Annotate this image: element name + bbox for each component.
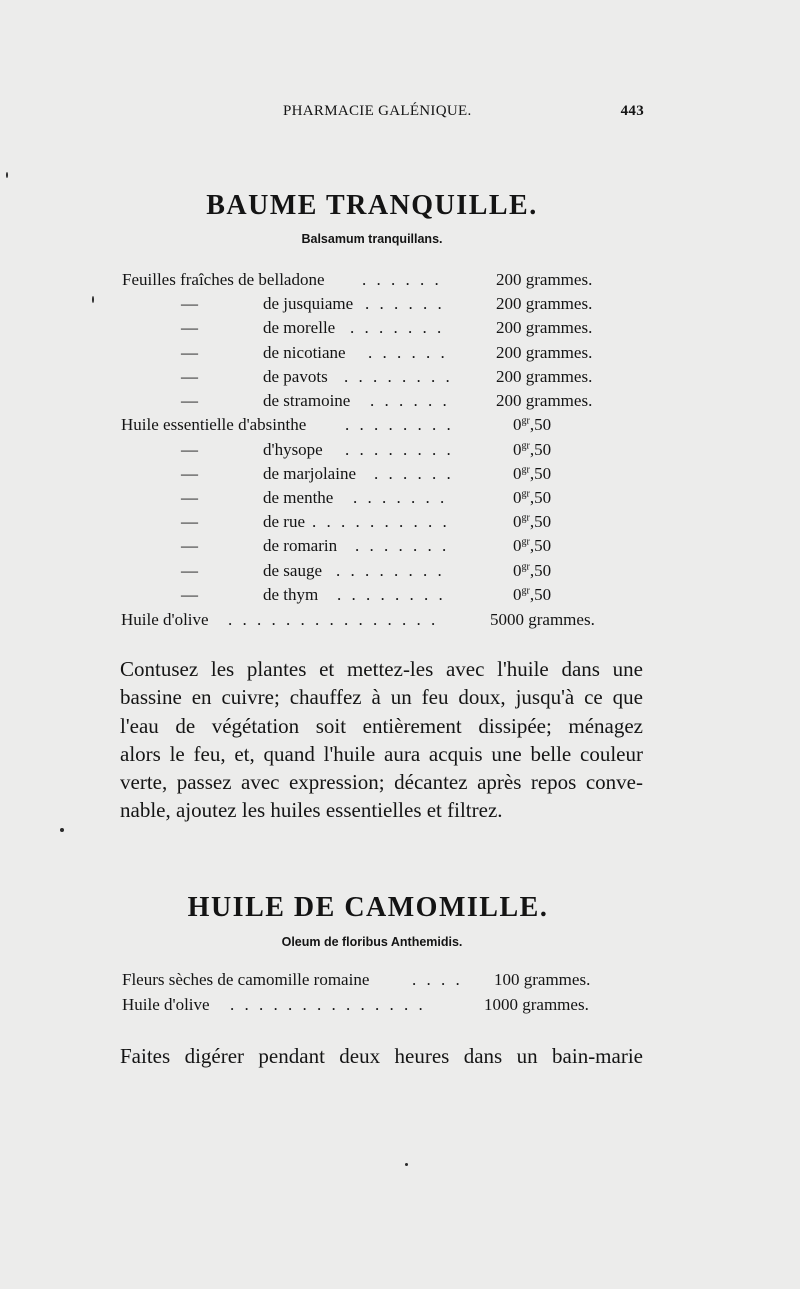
ditto-dash: — — [181, 391, 198, 410]
paragraph-line: alors le feu, et, quand l'huile aura acquis une belle couleur — [120, 741, 643, 766]
ditto-dash: — — [181, 488, 198, 507]
leader-dots: . . . . . . . . — [337, 585, 446, 604]
scan-speck — [92, 296, 94, 303]
leader-dots: . . . . . . — [370, 391, 450, 410]
leader-dots: . . . . . . — [374, 464, 454, 483]
ingredient-quantity: $0^{gr},50$ — [513, 585, 552, 604]
leader-dots: . . . . . . . . — [345, 440, 454, 459]
ingredient-label: de marjolaine — [263, 464, 356, 483]
leader-dots: . . . . . . . . . . . . . . . — [228, 610, 439, 629]
leader-dots: . . . . . . — [368, 343, 448, 362]
ingredient-label: Huile essentielle d'absinthe — [121, 415, 307, 434]
instructions-paragraph-camomille — [120, 1042, 643, 1070]
ditto-dash: — — [181, 561, 198, 580]
ingredient-label: de romarin — [263, 536, 338, 555]
ingredient-quantity: 200 grammes. — [496, 294, 593, 313]
leader-dots: . . . . — [412, 970, 463, 989]
leader-dots: . . . . . . . . — [336, 561, 445, 580]
scan-speck — [6, 172, 8, 178]
ditto-dash: — — [181, 343, 198, 362]
ditto-dash: — — [181, 464, 198, 483]
ingredient-label: Huile d'olive — [122, 995, 210, 1014]
ingredient-quantity: $0^{gr},50$ — [513, 561, 552, 580]
ingredient-quantity: 200 grammes. — [496, 367, 593, 386]
ingredient-label: de sauge — [263, 561, 323, 580]
ditto-dash: — — [181, 318, 198, 337]
paragraph-line: l'eau de végétation soit entièrement dissipée; ménagez — [120, 713, 643, 738]
ingredient-label: d'hysope — [263, 440, 323, 459]
ingredient-label: de rue — [263, 512, 306, 531]
ingredient-quantity: 200 grammes. — [496, 391, 593, 410]
leader-dots: . . . . . . — [362, 270, 442, 289]
section-title-camomille: HUILE DE CAMOMILLE. — [187, 892, 549, 923]
paragraph-line: Faites digérer pendant deux heures dans un bain-marie — [120, 1044, 643, 1068]
paragraph-line: nable, ajoutez les huiles essentielles et filtrez. — [120, 798, 503, 823]
paragraph-line: verte, passez avec expression; décantez après repos conve- — [120, 770, 643, 795]
ingredient-quantity: 5000 grammes. — [490, 610, 595, 629]
leader-dots: . . . . . . — [365, 294, 445, 313]
ingredient-label: de morelle — [263, 318, 336, 337]
ingredient-quantity: $0^{gr},50$ — [513, 512, 552, 531]
ingredient-label: de jusquiame — [263, 294, 354, 313]
running-header — [0, 103, 800, 127]
ingredient-label: Huile d'olive — [121, 610, 209, 629]
section-title-baume: BAUME TRANQUILLE. — [206, 190, 538, 221]
ditto-dash: — — [181, 294, 198, 313]
ingredient-quantity: $0^{gr},50$ — [513, 415, 552, 434]
running-title: PHARMACIE GALÉNIQUE. — [283, 103, 472, 119]
ingredient-quantity: 100 grammes. — [494, 970, 591, 989]
ditto-dash: — — [181, 440, 198, 459]
ingredient-quantity: $0^{gr},50$ — [513, 464, 552, 483]
leader-dots: . . . . . . . . . . . . . . — [230, 995, 426, 1014]
section-subtitle-camomille: Oleum de floribus Anthemidis. — [281, 935, 463, 949]
ingredient-label: de nicotiane — [263, 343, 346, 362]
ingredient-label: de stramoine — [263, 391, 351, 410]
leader-dots: . . . . . . . — [355, 536, 450, 555]
leader-dots: . . . . . . . . — [345, 415, 454, 434]
ingredient-label: de thym — [263, 585, 319, 604]
ditto-dash: — — [181, 367, 198, 386]
ingredient-quantity: 1000 grammes. — [484, 995, 589, 1014]
ingredient-quantity: 200 grammes. — [496, 318, 593, 337]
scan-speck — [405, 1163, 408, 1166]
section-subtitle-baume: Balsamum tranquillans. — [301, 232, 443, 246]
leader-dots: . . . . . . . . — [344, 367, 453, 386]
scan-speck — [60, 828, 64, 832]
ditto-dash: — — [181, 512, 198, 531]
ingredient-quantity: $0^{gr},50$ — [513, 440, 552, 459]
ditto-dash: — — [181, 585, 198, 604]
ingredient-quantity: $0^{gr},50$ — [513, 488, 552, 507]
page-number: 443 — [620, 103, 644, 119]
ditto-dash: — — [181, 536, 198, 555]
paragraph-line: bassine en cuivre; chauffez à un feu doux, jusqu'à ce que — [120, 685, 643, 710]
ingredient-label: de menthe — [263, 488, 334, 507]
ingredient-quantity: 200 grammes. — [496, 270, 593, 289]
ingredient-label: Feuilles fraîches de belladone — [122, 270, 325, 289]
leader-dots: . . . . . . . — [350, 318, 445, 337]
leader-dots: . . . . . . . . . . — [312, 512, 450, 531]
leader-dots: . . . . . . . — [353, 488, 448, 507]
instructions-paragraph-baume — [120, 655, 643, 825]
ingredient-label: de pavots — [263, 367, 328, 386]
ingredient-label: Fleurs sèches de camomille romaine — [122, 970, 370, 989]
ingredient-quantity: 200 grammes. — [496, 343, 593, 362]
paragraph-line: Contusez les plantes et mettez-les avec l'huile dans une — [120, 657, 643, 681]
ingredient-quantity: $0^{gr},50$ — [513, 536, 552, 555]
